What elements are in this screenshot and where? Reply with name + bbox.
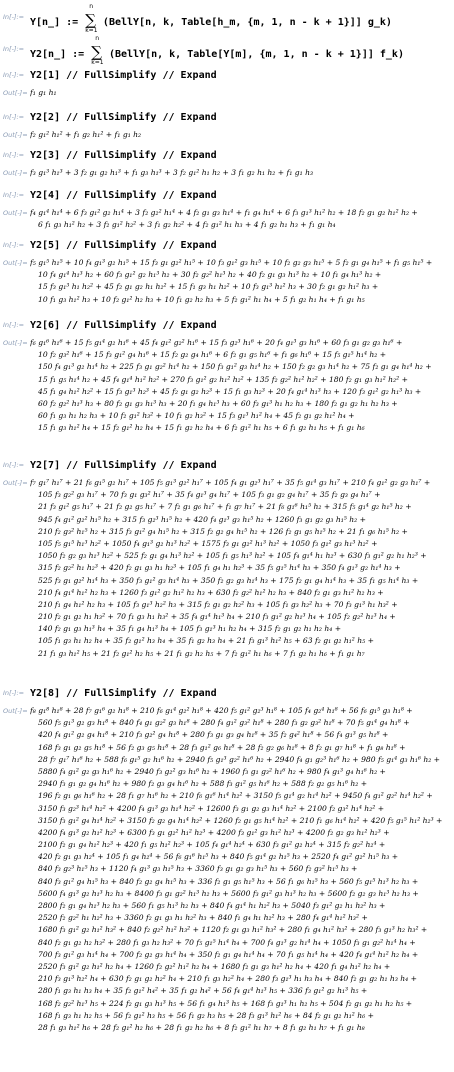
output-label: Out[-]= [3, 259, 28, 267]
input-code[interactable]: Y2[4] // FullSimplify // Expand [30, 190, 217, 201]
output-line: 10 f₁ g₃ h₁² h₃ + 10 f₂ g₁² h₂ h₃ + 10 f₁ g₂ h₂ h₃ + 5 f₂ g₁² h₁ h₄ + 5 f₁ g₂ h₁ h₄ + f₁ g₁ h₅ [38, 294, 365, 304]
output-line: 315 f₂ g₂² h₁ h₂³ + 420 f₂ g₁ g₃ h₁ h₂³ + 105 f₁ g₄ h₁ h₂³ + 35 f₅ g₁⁵ h₁⁴ h₃ + 350 f₄ g₁³ g₂ h₁⁴ h₃ + [38, 563, 401, 573]
output-line: 2520 f₃ g₁² g₂ h₁² h₂ h₄ + 1260 f₂ g₂² h₁² h₂ h₄ + 1680 f₂ g₁ g₃ h₁² h₂ h₄ + 420 f₁ g₄ h₁² h₂ h₄ + [38, 961, 391, 971]
output-line: 3150 f₃ g₂³ h₁⁴ h₂² + 4200 f₄ g₁³ g₃ h₁⁴ h₂² + 12600 f₃ g₁ g₂ g₃ h₁⁴ h₂² + 2100 f₂ g₃² h₁⁴ h₂² + [38, 803, 385, 813]
output-line: 21 f₁ g₃ h₁² h₅ + 21 f₂ g₁² h₂ h₅ + 21 f₁ g₂ h₂ h₅ + 7 f₂ g₁² h₁ h₆ + 7 f₁ g₂ h₁ h₆ + f₁ g₁ h₇ [38, 648, 365, 658]
output-line: 105 f₁ g₃ h₁ h₂ h₄ + 35 f₂ g₁² h₃ h₄ + 35 f₁ g₂ h₃ h₄ + 21 f₃ g₁³ h₁² h₅ + 63 f₂ g₁ g₂ h₁² h₅ + [38, 636, 374, 646]
output-line: 1680 f₃ g₁² g₂ h₁² h₃² + 840 f₂ g₂² h₁² h₃² + 1120 f₂ g₁ g₃ h₁² h₃² + 280 f₁ g₄ h₁² h₃² + 280 f₃ g₁³ h₂ h₃² + [38, 925, 428, 935]
output-line: 840 f₃ g₂³ h₁⁵ h₃ + 1120 f₄ g₁³ g₃ h₁⁵ h₃ + 3360 f₃ g₁ g₂ g₃ h₁⁵ h₃ + 560 f₂ g₃² h₁⁵ h₃ + [38, 864, 358, 874]
input-label: In[-]:= [3, 13, 25, 21]
input-code-lhs: Y[n_] := [30, 17, 85, 28]
output-expression [30, 257, 450, 306]
sum-upper-limit: n [89, 3, 93, 10]
output-line: 28 f₇ g₁⁷ h₁⁶ h₂ + 588 f₆ g₁⁵ g₂ h₁⁶ h₂ + 2940 f₅ g₁³ g₂² h₁⁶ h₂ + 2940 f₄ g₁ g₂³ h₁⁶ h₂ + 980 f₅ g₁⁴ g₃ h₁⁶ h₂ + [38, 754, 441, 764]
output-expression [30, 167, 450, 179]
output-expression [30, 337, 450, 435]
output-line: 45 f₁ g₄ h₁² h₂² + 15 f₃ g₁³ h₂³ + 45 f₂ g₁ g₂ h₂³ + 15 f₁ g₃ h₂³ + 20 f₄ g₁⁴ h₁³ h₃ + 120 f₃ g₁² g₂ h₁³ h₃ + [38, 386, 422, 396]
output-line: 420 f₂ g₁ g₃ h₂⁴ + 105 f₁ g₄ h₂⁴ + 56 f₆ g₁⁶ h₁⁵ h₃ + 840 f₅ g₁⁴ g₂ h₁⁵ h₃ + 2520 f₄ g₁² g₂² h₁⁵ h₃ + [38, 852, 399, 862]
output-label: Out[-]= [3, 89, 28, 97]
output-line: 1050 f₂ g₂ g₃ h₁³ h₂² + 525 f₂ g₁ g₄ h₁³ h₂² + 105 f₁ g₅ h₁³ h₂² + 105 f₄ g₁⁴ h₁ h₂³ + 630 f₃ g₁² g₂ h₁ h₂³ + [38, 551, 427, 561]
output-line: f₅ g₁⁵ h₁⁵ + 10 f₄ g₁³ g₂ h₁⁵ + 15 f₃ g₁ g₂² h₁⁵ + 10 f₃ g₁² g₃ h₁⁵ + 10 f₂ g₂ g₃ h₁⁵ + 5 f₂ g₁ g₄ h₁⁵ + f₁ g₅ h₁⁵ + [30, 258, 433, 267]
output-line: f₄ g₁⁴ h₁⁴ + 6 f₃ g₁² g₂ h₁⁴ + 3 f₂ g₂² h₁⁴ + 4 f₂ g₁ g₃ h₁⁴ + f₁ g₄ h₁⁴ + 6 f₃ g₁³ h₁² h₂ + 18 f₂ g₁ g₂ h₁² h₂ + [30, 208, 418, 217]
output-line: 210 f₄ g₁⁴ h₁² h₂ h₃ + 1260 f₃ g₁² g₂ h₁² h₂ h₃ + 630 f₂ g₂² h₁² h₂ h₃ + 840 f₂ g₁ g₃ h₁² h₂ h₃ + [38, 587, 384, 597]
input-code[interactable]: Y2[3] // FullSimplify // Expand [30, 150, 217, 161]
output-line: f₇ g₁⁷ h₁⁷ + 21 f₆ g₁⁵ g₂ h₁⁷ + 105 f₅ g₁³ g₂² h₁⁷ + 105 f₄ g₁ g₂³ h₁⁷ + 35 f₅ g₁⁴ g₃ h₁⁷ + 210 f₄ g₁² g₂ g₃ h₁⁷ + [30, 478, 431, 487]
output-line: 210 f₁ g₄ h₁² h₂ h₃ + 105 f₃ g₁³ h₂² h₃ + 315 f₂ g₁ g₂ h₂² h₃ + 105 f₁ g₃ h₂² h₃ + 70 f₃ g₁³ h₁ h₃² + [38, 599, 398, 609]
input-code[interactable]: Y2[8] // FullSimplify // Expand [30, 688, 217, 699]
output-line: 700 f₃ g₁² g₃ h₁⁴ h₄ + 700 f₂ g₂ g₃ h₁⁴ h₄ + 350 f₂ g₁ g₄ h₁⁴ h₄ + 70 f₁ g₅ h₁⁴ h₄ + 420 f₄ g₁⁴ h₁² h₂ h₄ + [38, 949, 419, 959]
output-expression [30, 477, 450, 660]
output-line: 2100 f₂ g₁ g₄ h₁² h₂³ + 420 f₁ g₅ h₁² h₂³ + 105 f₄ g₁⁴ h₂⁴ + 630 f₃ g₁² g₂ h₂⁴ + 315 f₂ g₂² h₂⁴ + [38, 840, 386, 850]
output-line: 10 f₂ g₃² h₁⁶ + 15 f₃ g₁² g₄ h₁⁶ + 15 f₂ g₂ g₄ h₁⁶ + 6 f₂ g₁ g₅ h₁⁶ + f₁ g₆ h₁⁶ + 15 f₅ g₁⁵ h₁⁴ h₂ + [38, 350, 387, 360]
output-expression [30, 87, 450, 99]
input-label: In[-]:= [3, 113, 25, 121]
output-line: 140 f₂ g₁ g₃ h₁³ h₄ + 35 f₁ g₄ h₁³ h₄ + 105 f₃ g₁³ h₁ h₂ h₄ + 315 f₂ g₁ g₂ h₁ h₂ h₄ + [38, 624, 342, 634]
output-line: 10 f₄ g₁⁴ h₁³ h₂ + 60 f₃ g₁² g₂ h₁³ h₂ + 30 f₂ g₂² h₁³ h₂ + 40 f₂ g₁ g₃ h₁³ h₂ + 10 f₁ g₄ h₁³ h₂ + [38, 270, 382, 280]
input-code[interactable]: Y2[5] // FullSimplify // Expand [30, 240, 217, 251]
output-line: 168 f₃ g₁ g₂ g₅ h₁⁸ + 56 f₂ g₃ g₅ h₁⁸ + 28 f₃ g₁² g₆ h₁⁸ + 28 f₂ g₂ g₆ h₁⁸ + 8 f₂ g₁ g₇ h₁⁸ + f₁ g₈ h₁⁸ + [38, 742, 406, 752]
output-line: 28 f₁ g₃ h₁² h₆ + 28 f₂ g₁² h₂ h₆ + 28 f₁ g₂ h₂ h₆ + 8 f₂ g₁² h₁ h₇ + 8 f₁ g₂ h₁ h₇ + f₁ g₁ h₈ [38, 1022, 365, 1032]
output-line: 210 f₂ g₃² h₁⁵ h₂ + 315 f₃ g₁² g₄ h₁⁵ h₂ + 315 f₂ g₂ g₄ h₁⁵ h₂ + 126 f₂ g₁ g₅ h₁⁵ h₂ + 21 f₁ g₆ h₁⁵ h₂ + [38, 526, 408, 536]
output-expression [30, 207, 450, 231]
output-label: Out[-]= [3, 209, 28, 217]
output-label: Out[-]= [3, 169, 28, 177]
output-line: 60 f₁ g₃ h₁ h₂ h₃ + 10 f₂ g₁² h₃² + 10 f₁ g₂ h₃² + 15 f₃ g₁³ h₁² h₄ + 45 f₂ g₁ g₂ h₁² h₄ + [38, 411, 355, 421]
input-label: In[-]:= [3, 191, 25, 199]
input-code[interactable]: Y2[6] // FullSimplify // Expand [30, 320, 217, 331]
input-code-rhs: (BellY[n, k, Table[Y[m], {m, 1, n - k + 1}]] f_k) [102, 49, 404, 60]
output-line: 6 f₁ g₃ h₁² h₂ + 3 f₂ g₁² h₂² + 3 f₁ g₂ h₂² + 4 f₂ g₁² h₁ h₃ + 4 f₁ g₂ h₁ h₃ + f₁ g₁ h₄ [38, 220, 336, 230]
output-line: 3150 f₃ g₁² g₄ h₁⁴ h₂² + 3150 f₂ g₂ g₄ h₁⁴ h₂² + 1260 f₂ g₁ g₅ h₁⁴ h₂² + 210 f₁ g₆ h₁⁴ h₂² + 420 f₅ g₁⁵ h₁² h₂³ + [38, 815, 443, 825]
output-line: 150 f₄ g₁³ g₂ h₁⁴ h₂ + 225 f₃ g₁ g₂² h₁⁴ h₂ + 150 f₃ g₁² g₃ h₁⁴ h₂ + 150 f₂ g₂ g₃ h₁⁴ h₂ + 75 f₂ g₁ g₄ h₁⁴ h₂ + [38, 362, 432, 372]
output-line: 2800 f₂ g₁ g₄ h₁³ h₂ h₃ + 560 f₁ g₅ h₁³ h₂ h₃ + 840 f₄ g₁⁴ h₁ h₂² h₃ + 5040 f₃ g₁² g₂ h₁ h₂² h₃ + [38, 901, 386, 910]
output-line: 105 f₃ g₂² g₃ h₁⁷ + 70 f₃ g₁ g₃² h₁⁷ + 35 f₄ g₁³ g₄ h₁⁷ + 105 f₃ g₁ g₂ g₄ h₁⁷ + 35 f₂ g₃ g₄ h₁⁷ + [38, 490, 381, 500]
input-code[interactable]: Y2[1] // FullSimplify // Expand [30, 70, 217, 81]
output-label: Out[-]= [3, 339, 28, 347]
output-label: Out[-]= [3, 707, 28, 715]
output-label: Out[-]= [3, 479, 28, 487]
output-line: 15 f₁ g₃ h₁² h₄ + 15 f₂ g₁² h₂ h₄ + 15 f₁ g₂ h₂ h₄ + 6 f₂ g₁² h₁ h₅ + 6 f₁ g₂ h₁ h₅ + f₁ g₁ h₆ [38, 423, 365, 433]
output-line: 15 f₃ g₁³ h₁ h₂² + 45 f₂ g₁ g₂ h₁ h₂² + 15 f₁ g₃ h₁ h₂² + 10 f₃ g₁³ h₁² h₃ + 30 f₂ g₁ g₂ h₁² h₃ + [38, 282, 379, 292]
input-label: In[-]:= [3, 461, 25, 469]
output-line: 15 f₁ g₅ h₁⁴ h₂ + 45 f₄ g₁⁴ h₁² h₂² + 270 f₃ g₁² g₂ h₁² h₂² + 135 f₂ g₂² h₁² h₂² + 180 f₂ g₁ g₃ h₁² h₂² + [38, 374, 408, 384]
output-line: 196 f₂ g₁ g₆ h₁⁶ h₂ + 28 f₁ g₇ h₁⁶ h₂ + 210 f₆ g₁⁶ h₁⁴ h₂² + 3150 f₅ g₁⁴ g₂ h₁⁴ h₂² + 9450 f₄ g₁² g₂² h₁⁴ h₂² + [38, 791, 433, 801]
output-line: 280 f₁ g₃ h₁ h₃ h₄ + 35 f₂ g₁² h₄² + 35 f₁ g₂ h₄² + 56 f₄ g₁⁴ h₁³ h₅ + 336 f₃ g₁² g₂ h₁³ h₅ + [38, 986, 368, 996]
input-code-rhs: (BellY[n, k, Table[h_m, {m, 1, n - k + 1}]] g_k) [96, 17, 392, 28]
sum-symbol: ∑ n k=1 [91, 35, 104, 66]
output-line: 168 f₂ g₂² h₁³ h₅ + 224 f₂ g₁ g₃ h₁³ h₅ + 56 f₁ g₄ h₁³ h₅ + 168 f₃ g₁³ h₁ h₂ h₅ + 504 f₂ g₁ g₂ h₁ h₂ h₅ + [38, 998, 413, 1008]
output-line: 5880 f₄ g₁² g₂ g₃ h₁⁶ h₂ + 2940 f₃ g₂² g₃ h₁⁶ h₂ + 1960 f₃ g₁ g₃² h₁⁶ h₂ + 980 f₄ g₁³ g₄ h₁⁶ h₂ + [38, 766, 386, 776]
input-label: In[-]:= [3, 241, 25, 249]
input-code[interactable]: Y2[2] // FullSimplify // Expand [30, 112, 217, 123]
input-code[interactable] [30, 35, 404, 66]
output-label: Out[-]= [3, 131, 28, 139]
input-label: In[-]:= [3, 151, 25, 159]
sum-symbol: ∑ n k=1 [85, 3, 98, 34]
output-line: 525 f₃ g₁ g₂² h₁⁴ h₃ + 350 f₃ g₁² g₃ h₁⁴ h₃ + 350 f₂ g₂ g₃ h₁⁴ h₃ + 175 f₂ g₁ g₄ h₁⁴ h₃ + 35 f₁ g₅ h₁⁴ h₃ + [38, 575, 419, 585]
output-line: 168 f₁ g₃ h₁ h₂ h₅ + 56 f₂ g₁² h₃ h₅ + 56 f₁ g₂ h₃ h₅ + 28 f₃ g₁³ h₁² h₆ + 84 f₂ g₁ g₂ h₁² h₆ + [38, 1010, 374, 1020]
input-label: In[-]:= [3, 45, 25, 53]
output-line: 60 f₂ g₂² h₁³ h₃ + 80 f₂ g₁ g₃ h₁³ h₃ + 20 f₁ g₄ h₁³ h₃ + 60 f₃ g₁³ h₁ h₂ h₃ + 180 f₂ g₁ g₂ h₁ h₂ h₃ + [38, 398, 398, 408]
input-label: In[-]:= [3, 321, 25, 329]
output-line: 5600 f₄ g₁³ g₂ h₁³ h₂ h₃ + 8400 f₃ g₁ g₂² h₁³ h₂ h₃ + 5600 f₃ g₁² g₃ h₁³ h₂ h₃ + 5600 f₂ g₂ g₃ h₁³ h₂ h₃ + [38, 888, 419, 898]
output-line: 560 f₅ g₁³ g₂ g₃ h₁⁸ + 840 f₄ g₁ g₂² g₃ h₁⁸ + 280 f₄ g₁² g₃² h₁⁸ + 280 f₃ g₂ g₃² h₁⁸ + 70 f₅ g₁⁴ g₄ h₁⁸ + [38, 718, 410, 728]
input-code[interactable]: Y2[7] // FullSimplify // Expand [30, 460, 217, 471]
output-line: f₆ g₁⁶ h₁⁶ + 15 f₅ g₁⁴ g₂ h₁⁶ + 45 f₄ g₁² g₂² h₁⁶ + 15 f₃ g₂³ h₁⁶ + 20 f₄ g₁³ g₃ h₁⁶ + 60 f₃ g₁ g₂ g₃ h₁⁶ + [30, 338, 403, 347]
output-line: 105 f₅ g₁⁵ h₁³ h₂² + 1050 f₄ g₁³ g₂ h₁³ h₂² + 1575 f₃ g₁ g₂² h₁³ h₂² + 1050 f₃ g₁² g₃ h₁³ h₂² + [38, 538, 378, 548]
output-line: 840 f₂ g₁ g₂ h₂ h₃² + 280 f₁ g₃ h₂ h₃² + 70 f₅ g₁⁵ h₁⁴ h₄ + 700 f₄ g₁³ g₂ h₁⁴ h₄ + 1050 f₃ g₁ g₂² h₁⁴ h₄ + [38, 937, 416, 947]
output-expression [30, 129, 450, 141]
output-line: 210 f₃ g₁³ h₂² h₄ + 630 f₂ g₁ g₂ h₂² h₄ + 210 f₁ g₃ h₂² h₄ + 280 f₃ g₁³ h₁ h₃ h₄ + 840 f₂ g₁ g₂ h₁ h₃ h₄ + [38, 974, 417, 984]
input-label: In[-]:= [3, 71, 25, 79]
sum-lower-limit: k=1 [91, 59, 104, 66]
output-line: f₃ g₁³ h₁³ + 3 f₂ g₁ g₂ h₁³ + f₁ g₃ h₁³ + 3 f₂ g₁² h₁ h₂ + 3 f₁ g₂ h₁ h₂ + f₁ g₁ h₃ [30, 168, 314, 177]
output-line: f₈ g₁⁸ h₁⁸ + 28 f₇ g₁⁶ g₂ h₁⁸ + 210 f₆ g₁⁴ g₂² h₁⁸ + 420 f₅ g₁² g₂³ h₁⁸ + 105 f₄ g₂⁴ h₁⁸ + 56 f₆ g₁⁵ g₃ h₁⁸ + [30, 706, 413, 715]
output-line: 945 f₄ g₁² g₂² h₁⁵ h₂ + 315 f₃ g₂³ h₁⁵ h₂ + 420 f₄ g₁³ g₃ h₁⁵ h₂ + 1260 f₃ g₁ g₂ g₃ h₁⁵ h₂ + [38, 514, 366, 524]
output-line: f₁ g₁ h₁ [30, 88, 57, 97]
sum-lower-limit: k=1 [85, 27, 98, 34]
input-label: In[-]:= [3, 689, 25, 697]
input-code-lhs: Y2[n_] := [30, 49, 91, 60]
output-line: 210 f₂ g₁ g₂ h₁ h₃² + 70 f₁ g₃ h₁ h₃² + 35 f₄ g₁⁴ h₁³ h₄ + 210 f₃ g₁² g₂ h₁³ h₄ + 105 f₂ g₂² h₁³ h₄ + [38, 612, 396, 622]
output-line: f₂ g₁² h₁² + f₁ g₂ h₁² + f₁ g₁ h₂ [30, 130, 142, 139]
output-line: 2940 f₃ g₁ g₂ g₄ h₁⁶ h₂ + 980 f₂ g₃ g₄ h₁⁶ h₂ + 588 f₃ g₁² g₅ h₁⁶ h₂ + 588 f₂ g₂ g₅ h₁⁶ h₂ + [38, 779, 368, 789]
input-code[interactable] [30, 3, 392, 34]
output-expression [30, 705, 450, 1034]
output-line: 4200 f₄ g₁³ g₂ h₁² h₂³ + 6300 f₃ g₁ g₂² h₁² h₂³ + 4200 f₃ g₁² g₃ h₁² h₂³ + 4200 f₂ g₂ g₃ h₁² h₂³ + [38, 827, 390, 837]
output-line: 840 f₃ g₁² g₄ h₁⁵ h₃ + 840 f₂ g₂ g₄ h₁⁵ h₃ + 336 f₂ g₁ g₅ h₁⁵ h₃ + 56 f₁ g₆ h₁⁵ h₃ + 560 f₅ g₁⁵ h₁³ h₂ h₃ + [38, 876, 419, 886]
output-line: 2520 f₂ g₂² h₁ h₂² h₃ + 3360 f₂ g₁ g₃ h₁ h₂² h₃ + 840 f₁ g₄ h₁ h₂² h₃ + 280 f₄ g₁⁴ h₁² h₃² + [38, 913, 368, 923]
sum-upper-limit: n [95, 35, 100, 42]
output-line: 21 f₃ g₁² g₅ h₁⁷ + 21 f₂ g₂ g₅ h₁⁷ + 7 f₂ g₁ g₆ h₁⁷ + f₁ g₇ h₁⁷ + 21 f₆ g₁⁶ h₁⁵ h₂ + 315 f₅ g₁⁴ g₂ h₁⁵ h₂ + [38, 502, 412, 512]
output-line: 420 f₄ g₁² g₂ g₄ h₁⁸ + 210 f₃ g₂² g₄ h₁⁸ + 280 f₃ g₁ g₃ g₄ h₁⁸ + 35 f₂ g₄² h₁⁸ + 56 f₄ g₁³ g₅ h₁⁸ + [38, 730, 389, 740]
